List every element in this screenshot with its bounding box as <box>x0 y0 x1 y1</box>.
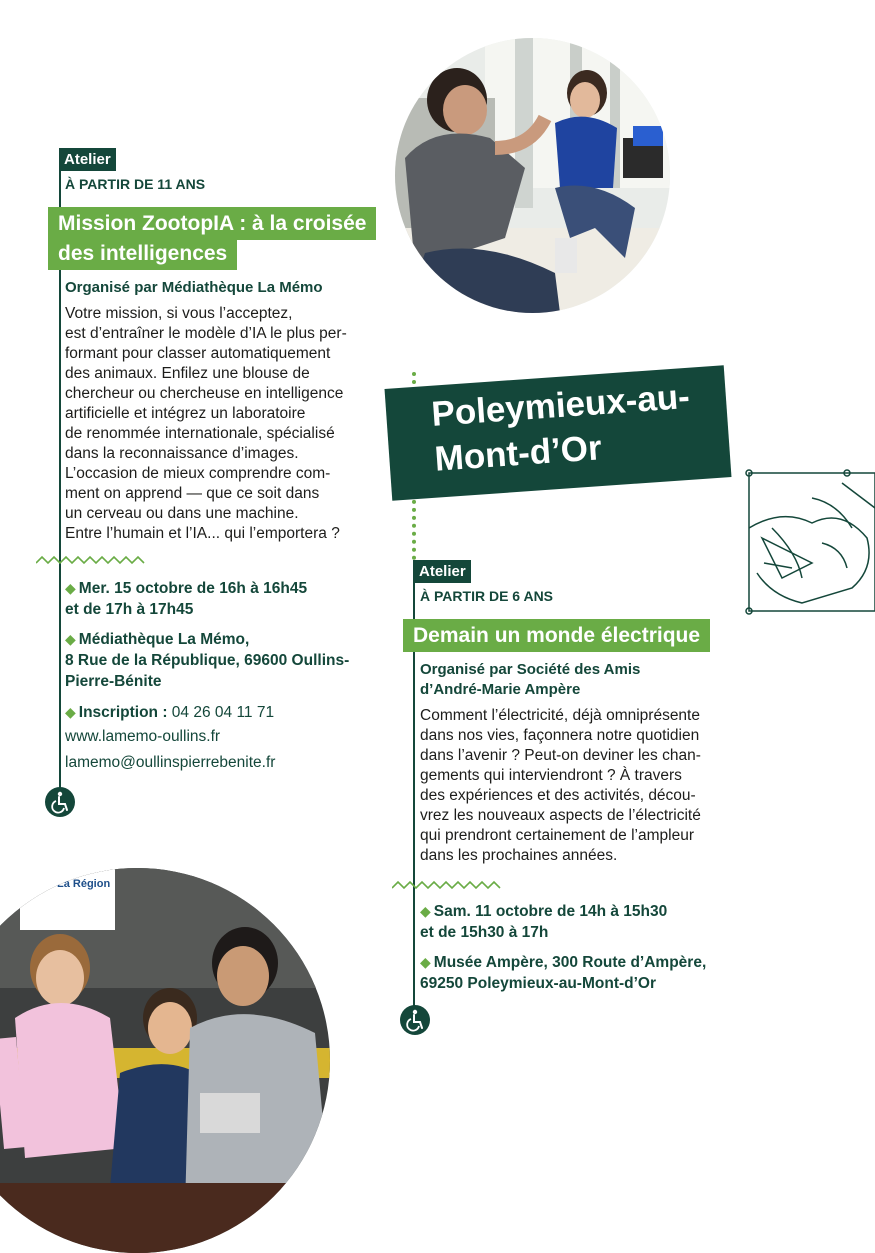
event1-date <box>65 578 307 620</box>
event1-place-line2: 8 Rue de la République, 69600 Oullins- <box>65 652 350 669</box>
event1-place-line1: Médiathèque La Mémo, <box>78 631 250 648</box>
diamond-bullet-icon: ◆ <box>420 954 431 970</box>
diamond-bullet-icon: ◆ <box>420 903 431 919</box>
event1-desc-line: des animaux. Enfilez une blouse de <box>65 365 310 382</box>
event2-organizer-line2: d’André-Marie Ampère <box>420 681 581 698</box>
photo-workshop-adults <box>395 38 670 313</box>
event1-desc-line: ment on apprend — que ce soit dans <box>65 485 320 502</box>
diamond-bullet-icon: ◆ <box>65 704 76 720</box>
event1-date-line2: et de 17h à 17h45 <box>65 601 194 618</box>
event2-age: À PARTIR DE 6 ANS <box>420 588 554 604</box>
event2-date-line2: et de 15h30 à 17h <box>420 924 549 941</box>
event2-title: Demain un monde électrique <box>403 619 710 652</box>
event1-tag: Atelier <box>59 148 116 171</box>
event1-desc-line: Entre l’humain et l’IA... qui l’emportera ? <box>65 525 340 542</box>
event1-desc-line: formant pour classer automatiquement <box>65 345 331 362</box>
event2-organizer-line1: Organisé par Société des Amis <box>420 661 641 678</box>
event1-website-link[interactable]: www.lamemo-oullins.fr <box>65 728 221 745</box>
city-title-line1: Poleymieux-au- <box>430 376 692 434</box>
sketch-illustration-icon <box>742 468 875 620</box>
event1-organizer: Organisé par Médiathèque La Mémo <box>65 279 323 296</box>
event1-desc-line: L’occasion de mieux comprendre com- <box>65 465 331 482</box>
event2-desc-line: dans l’avenir ? Peut-on deviner les chan- <box>420 747 701 764</box>
event1-place <box>65 629 349 692</box>
event1-title-line2: des intelligences <box>48 237 237 270</box>
diamond-bullet-icon: ◆ <box>65 631 76 647</box>
event1-desc-line: chercheur ou chercheuse en intelligence <box>65 385 344 402</box>
event1-inscription-label: Inscription : <box>78 704 168 721</box>
event1-desc-line: dans la reconnaissance d’images. <box>65 445 299 462</box>
city-title-line2: Mont-d’Or <box>433 428 603 479</box>
event1-desc-line: Votre mission, si vous l’acceptez, <box>65 305 293 322</box>
event1-desc-line: est d’entraîner le modèle d’IA le plus per- <box>65 325 347 342</box>
event2-zigzag-divider-icon <box>392 876 502 892</box>
photo2-banner-text: La Région <box>57 878 111 890</box>
event1-desc-line: un cerveau ou dans une machine. <box>65 505 299 522</box>
city-title <box>430 374 694 482</box>
event1-desc-line: artificielle et intégrez un laboratoire <box>65 405 306 422</box>
wheelchair-accessible-icon <box>400 1005 430 1035</box>
event2-date <box>420 901 667 943</box>
event1-description <box>65 304 375 544</box>
event2-description <box>420 706 740 866</box>
event2-desc-line: gements qui interviendront ? À travers <box>420 767 682 784</box>
event1-age: À PARTIR DE 11 ANS <box>65 176 206 192</box>
photo-workshop-children <box>0 868 330 1253</box>
wheelchair-accessible-icon <box>45 787 75 817</box>
event1-place-line3: Pierre-Bénite <box>65 673 162 690</box>
event1-email-link[interactable]: lamemo@oullinspierrebenite.fr <box>65 754 276 771</box>
event1-desc-line: de renommée internationale, spécialisé <box>65 425 335 442</box>
event2-desc-line: dans nos vies, façonnera notre quotidien <box>420 727 700 744</box>
event2-desc-line: vrez les nouveaux aspects de l’électricité <box>420 807 701 824</box>
event2-organizer <box>420 660 640 700</box>
event2-desc-line: des expériences et des activités, décou- <box>420 787 696 804</box>
event1-zigzag-divider-icon <box>36 551 146 567</box>
event1-phone[interactable]: 04 26 04 11 71 <box>171 704 275 721</box>
event2-place-line1: Musée Ampère, 300 Route d’Ampère, <box>433 954 707 971</box>
event1-date-line1: Mer. 15 octobre de 16h à 16h45 <box>78 580 308 597</box>
event2-place-line2: 69250 Poleymieux-au-Mont-d’Or <box>420 975 657 992</box>
diamond-bullet-icon: ◆ <box>65 580 76 596</box>
event2-tag: Atelier <box>414 560 471 583</box>
photo-workshop-adults-image <box>395 38 670 313</box>
event1-title-line1: Mission ZootopIA : à la croisée <box>48 207 376 240</box>
event1-inscription <box>65 702 274 723</box>
event2-place <box>420 952 706 994</box>
event2-desc-line: qui prendront certainement de l’ampleur <box>420 827 694 844</box>
event2-date-line1: Sam. 11 octobre de 14h à 15h30 <box>433 903 668 920</box>
event2-desc-line: dans les prochaines années. <box>420 847 618 864</box>
event2-desc-line: Comment l’électricité, déjà omniprésente <box>420 707 700 724</box>
photo-workshop-children-image <box>0 868 330 1253</box>
